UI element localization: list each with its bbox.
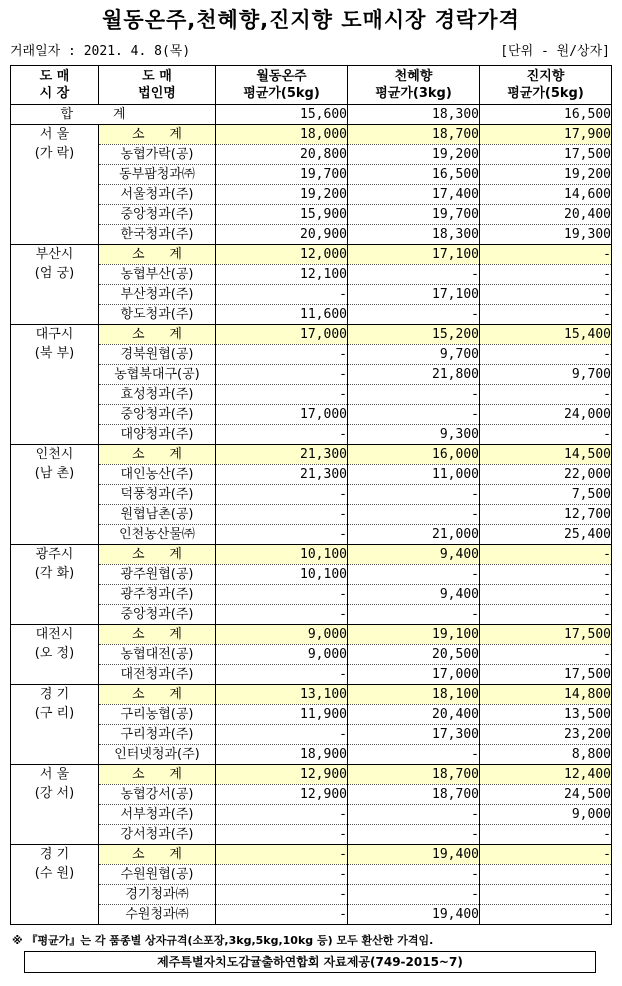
- price-value: 18,900: [216, 745, 348, 765]
- market-name: 경 기 (수 원): [11, 845, 99, 925]
- price-value: -: [216, 505, 348, 525]
- price-value: -: [480, 305, 612, 325]
- price-value: -: [216, 725, 348, 745]
- subtotal-row: [11, 625, 612, 645]
- header-market: 도 매 시 장: [11, 66, 99, 105]
- corp-name: 농협부산(공): [99, 265, 216, 285]
- price-value: -: [216, 345, 348, 365]
- corp-name: 덕풍청과(주): [99, 485, 216, 505]
- price-value: 11,000: [348, 465, 480, 485]
- price-value: 16,500: [348, 165, 480, 185]
- price-value: 15,900: [216, 205, 348, 225]
- subtotal-label: 소 계: [99, 765, 216, 785]
- price-value: -: [480, 545, 612, 565]
- table-row: [11, 185, 612, 205]
- table-row: [11, 585, 612, 605]
- price-value: 18,700: [348, 125, 480, 145]
- corp-name: 항도청과(주): [99, 305, 216, 325]
- price-value: 17,900: [480, 125, 612, 145]
- subtotal-label: 소 계: [99, 445, 216, 465]
- price-value: -: [348, 405, 480, 425]
- price-value: 10,100: [216, 565, 348, 585]
- corp-name: 광주원협(공): [99, 565, 216, 585]
- market-name: 서 울 (가 락): [11, 125, 99, 245]
- price-value: -: [216, 425, 348, 445]
- price-value: 17,100: [348, 245, 480, 265]
- price-value: 22,000: [480, 465, 612, 485]
- corp-name: 중앙청과(주): [99, 205, 216, 225]
- price-value: 21,300: [216, 445, 348, 465]
- corp-name: 농협북대구(공): [99, 365, 216, 385]
- subtotal-row: [11, 445, 612, 465]
- price-value: 13,100: [216, 685, 348, 705]
- price-value: 19,100: [348, 625, 480, 645]
- price-value: 25,400: [480, 525, 612, 545]
- corp-name: 농협강서(공): [99, 785, 216, 805]
- price-value: 17,500: [480, 625, 612, 645]
- price-value: -: [480, 425, 612, 445]
- price-value: 11,900: [216, 705, 348, 725]
- subtotal-label: 소 계: [99, 685, 216, 705]
- corp-name: 농협가락(공): [99, 145, 216, 165]
- subtotal-row: [11, 845, 612, 865]
- table-row: [11, 305, 612, 325]
- price-value: 17,400: [348, 185, 480, 205]
- price-value: 19,200: [216, 185, 348, 205]
- subtotal-label: 소 계: [99, 245, 216, 265]
- market-name: 대전시 (오 정): [11, 625, 99, 685]
- table-row: [11, 505, 612, 525]
- table-row: [11, 165, 612, 185]
- price-value: -: [216, 605, 348, 625]
- price-value: 18,700: [348, 765, 480, 785]
- subtotal-label: 소 계: [99, 125, 216, 145]
- price-value: 17,500: [480, 145, 612, 165]
- price-value: 24,000: [480, 405, 612, 425]
- price-value: -: [348, 505, 480, 525]
- corp-name: 경기청과㈜: [99, 885, 216, 905]
- price-value: 23,200: [480, 725, 612, 745]
- table-row: [11, 825, 612, 845]
- table-row: [11, 725, 612, 745]
- corp-name: 수원원협(공): [99, 865, 216, 885]
- price-value: 12,700: [480, 505, 612, 525]
- total-row: [11, 105, 612, 125]
- price-value: -: [480, 245, 612, 265]
- table-row: [11, 885, 612, 905]
- corp-name: 중앙청과(주): [99, 605, 216, 625]
- market-name: 부산시 (엄 궁): [11, 245, 99, 325]
- price-value: -: [216, 805, 348, 825]
- market-name: 경 기 (구 리): [11, 685, 99, 765]
- price-value: -: [348, 745, 480, 765]
- price-value: 9,700: [480, 365, 612, 385]
- corp-name: 동부팜청과㈜: [99, 165, 216, 185]
- subtotal-label: 소 계: [99, 845, 216, 865]
- subtotal-row: [11, 245, 612, 265]
- price-value: 14,800: [480, 685, 612, 705]
- trade-date: 거래일자 : 2021. 4. 8(목): [10, 44, 191, 59]
- corp-name: 인터넷청과(주): [99, 745, 216, 765]
- page-title: 월동온주,천혜향,진지향 도매시장 경락가격: [102, 8, 520, 32]
- price-value: -: [216, 285, 348, 305]
- price-value: 21,000: [348, 525, 480, 545]
- market-name: 대구시 (북 부): [11, 325, 99, 445]
- price-value: 19,400: [348, 905, 480, 925]
- table-row: [11, 145, 612, 165]
- table-row: [11, 745, 612, 765]
- table-row: [11, 805, 612, 825]
- corp-name: 대인농산(주): [99, 465, 216, 485]
- price-value: 24,500: [480, 785, 612, 805]
- corp-name: 경북원협(공): [99, 345, 216, 365]
- price-value: 9,000: [216, 645, 348, 665]
- total-label: 합계: [11, 105, 216, 125]
- price-value: 19,300: [480, 225, 612, 245]
- corp-name: 농협대전(공): [99, 645, 216, 665]
- price-value: 8,800: [480, 745, 612, 765]
- corp-name: 중앙청과(주): [99, 405, 216, 425]
- price-value: -: [348, 485, 480, 505]
- price-value: 20,400: [480, 205, 612, 225]
- price-value: -: [348, 385, 480, 405]
- table-row: [11, 785, 612, 805]
- source-box: 제주특별자치도감귤출하연합회 자료제공(749-2015~7): [24, 951, 596, 973]
- price-value: -: [216, 825, 348, 845]
- price-value: 14,600: [480, 185, 612, 205]
- price-value: 18,000: [216, 125, 348, 145]
- price-value: -: [348, 865, 480, 885]
- price-value: 14,500: [480, 445, 612, 465]
- table-row: [11, 485, 612, 505]
- price-value: 19,700: [216, 165, 348, 185]
- price-value: 9,000: [480, 805, 612, 825]
- price-value: 9,700: [348, 345, 480, 365]
- corp-name: 대양청과(주): [99, 425, 216, 445]
- table-row: [11, 465, 612, 485]
- price-value: 18,300: [348, 225, 480, 245]
- table-row: [11, 565, 612, 585]
- price-value: -: [480, 865, 612, 885]
- subtotal-row: [11, 685, 612, 705]
- price-value: -: [480, 385, 612, 405]
- price-value: 10,100: [216, 545, 348, 565]
- table-row: [11, 525, 612, 545]
- price-value: 11,600: [216, 305, 348, 325]
- market-name: 인천시 (남 촌): [11, 445, 99, 545]
- total-value: 16,500: [480, 105, 612, 125]
- corp-name: 서울청과(주): [99, 185, 216, 205]
- total-value: 18,300: [348, 105, 480, 125]
- subtotal-label: 소 계: [99, 625, 216, 645]
- corp-name: 광주청과(주): [99, 585, 216, 605]
- table-row: [11, 405, 612, 425]
- market-name: 광주시 (각 화): [11, 545, 99, 625]
- price-value: -: [216, 665, 348, 685]
- price-value: 9,300: [348, 425, 480, 445]
- price-value: 9,400: [348, 545, 480, 565]
- table-row: [11, 605, 612, 625]
- price-value: -: [216, 385, 348, 405]
- price-value: 16,000: [348, 445, 480, 465]
- price-value: -: [216, 585, 348, 605]
- total-value: 15,600: [216, 105, 348, 125]
- price-value: -: [480, 825, 612, 845]
- price-value: 17,000: [216, 325, 348, 345]
- corp-name: 구리농협(공): [99, 705, 216, 725]
- header-col3: 진지향 평균가(5kg): [480, 66, 612, 105]
- header-corp: 도 매 법인명: [99, 66, 216, 105]
- price-value: -: [480, 565, 612, 585]
- price-value: 20,500: [348, 645, 480, 665]
- corp-name: 효성청과(주): [99, 385, 216, 405]
- price-value: 21,300: [216, 465, 348, 485]
- market-name: 서 울 (강 서): [11, 765, 99, 845]
- subtotal-label: 소 계: [99, 325, 216, 345]
- price-value: -: [480, 285, 612, 305]
- price-value: -: [480, 605, 612, 625]
- price-value: 19,400: [348, 845, 480, 865]
- price-value: 17,100: [348, 285, 480, 305]
- price-value: 12,000: [216, 245, 348, 265]
- footnote: ※ 『평균가』는 각 품종별 상자규격(소포장,3kg,5kg,10kg 등) 모두 환산한 가격임.: [12, 934, 434, 947]
- price-value: 18,100: [348, 685, 480, 705]
- table-row: [11, 865, 612, 885]
- price-value: -: [348, 305, 480, 325]
- price-value: 17,000: [216, 405, 348, 425]
- price-value: 19,200: [348, 145, 480, 165]
- subtotal-row: [11, 545, 612, 565]
- price-value: 20,400: [348, 705, 480, 725]
- table-row: [11, 365, 612, 385]
- subtotal-row: [11, 325, 612, 345]
- price-value: -: [480, 845, 612, 865]
- price-value: -: [348, 565, 480, 585]
- table-row: [11, 205, 612, 225]
- price-value: -: [348, 805, 480, 825]
- price-value: -: [216, 365, 348, 385]
- table-row: [11, 425, 612, 445]
- table-row: [11, 385, 612, 405]
- price-value: 9,000: [216, 625, 348, 645]
- price-value: 19,700: [348, 205, 480, 225]
- subtotal-label: 소 계: [99, 545, 216, 565]
- table-row: [11, 345, 612, 365]
- price-value: 12,400: [480, 765, 612, 785]
- price-value: -: [348, 885, 480, 905]
- price-value: -: [480, 885, 612, 905]
- table-row: [11, 285, 612, 305]
- table-row: [11, 225, 612, 245]
- table-row: [11, 705, 612, 725]
- price-value: 12,100: [216, 265, 348, 285]
- price-value: -: [216, 525, 348, 545]
- header-row: [11, 66, 612, 105]
- price-value: 18,700: [348, 785, 480, 805]
- price-value: 17,500: [480, 665, 612, 685]
- header-col1: 월동온주 평균가(5kg): [216, 66, 348, 105]
- price-value: -: [480, 585, 612, 605]
- price-value: -: [480, 265, 612, 285]
- price-value: 15,200: [348, 325, 480, 345]
- subtotal-row: [11, 125, 612, 145]
- price-value: -: [216, 905, 348, 925]
- price-value: -: [348, 265, 480, 285]
- header-col2: 천혜향 평균가(3kg): [348, 66, 480, 105]
- table-row: [11, 645, 612, 665]
- price-value: -: [348, 605, 480, 625]
- price-value: 17,000: [348, 665, 480, 685]
- price-value: 9,400: [348, 585, 480, 605]
- price-value: 21,800: [348, 365, 480, 385]
- price-value: 17,300: [348, 725, 480, 745]
- price-value: -: [216, 885, 348, 905]
- corp-name: 서부청과(주): [99, 805, 216, 825]
- price-value: 12,900: [216, 765, 348, 785]
- corp-name: 강서청과(주): [99, 825, 216, 845]
- price-value: 13,500: [480, 705, 612, 725]
- corp-name: 한국청과(주): [99, 225, 216, 245]
- table-row: [11, 265, 612, 285]
- corp-name: 구리청과(주): [99, 725, 216, 745]
- price-value: -: [480, 645, 612, 665]
- price-value: 12,900: [216, 785, 348, 805]
- price-value: -: [480, 905, 612, 925]
- price-value: -: [216, 845, 348, 865]
- price-value: -: [216, 485, 348, 505]
- price-value: -: [216, 865, 348, 885]
- corp-name: 부산청과(주): [99, 285, 216, 305]
- price-table: [10, 65, 612, 925]
- price-value: 7,500: [480, 485, 612, 505]
- subtotal-row: [11, 765, 612, 785]
- price-value: 15,400: [480, 325, 612, 345]
- price-value: -: [348, 825, 480, 845]
- corp-name: 원협남촌(공): [99, 505, 216, 525]
- price-value: -: [480, 345, 612, 365]
- price-value: 20,900: [216, 225, 348, 245]
- corp-name: 대전청과(주): [99, 665, 216, 685]
- corp-name: 수원청과㈜: [99, 905, 216, 925]
- price-value: 19,200: [480, 165, 612, 185]
- table-row: [11, 905, 612, 925]
- table-row: [11, 665, 612, 685]
- price-value: 20,800: [216, 145, 348, 165]
- unit-label: [단위 - 원/상자]: [500, 44, 610, 59]
- corp-name: 인천농산물㈜: [99, 525, 216, 545]
